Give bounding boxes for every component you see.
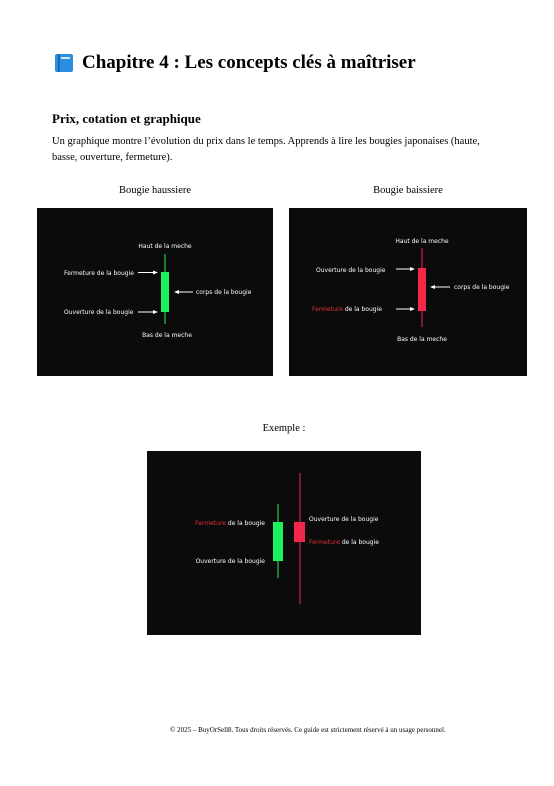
bullish-caption: Bougie haussiere bbox=[118, 185, 192, 196]
example-red-close-label: Fermeture de la bougie bbox=[309, 539, 379, 546]
example-green-close-label: Fermeture de la bougie bbox=[195, 520, 265, 527]
high-label: Haut de la meche bbox=[138, 243, 192, 250]
bearish-caption: Bougie baissiere bbox=[373, 185, 443, 196]
blue-book-icon bbox=[54, 53, 74, 73]
example-caption: Exemple : bbox=[262, 423, 306, 434]
example-candles-figure bbox=[147, 451, 421, 635]
section-paragraph: Un graphique montre l’évolution du prix dans le temps. Apprends à lire les bougies japonaises (haute, basse, ouverture, fermeture). bbox=[52, 136, 480, 163]
bullish-body bbox=[161, 272, 169, 312]
bullish-candle-figure bbox=[37, 208, 273, 376]
low-label: Bas de la meche bbox=[142, 332, 192, 339]
bearish-candle-figure bbox=[289, 208, 527, 376]
chapter-heading bbox=[54, 52, 416, 74]
bearish-body bbox=[418, 268, 426, 311]
open-label: Ouverture de la bougie bbox=[64, 309, 134, 316]
section-title: Prix, cotation et graphique bbox=[52, 111, 201, 126]
example-green-body bbox=[273, 522, 283, 561]
open-label: Ouverture de la bougie bbox=[316, 267, 386, 274]
example-red-body bbox=[294, 522, 305, 542]
high-label: Haut de la meche bbox=[395, 238, 449, 245]
example-red-open-label: Ouverture de la bougie bbox=[309, 516, 379, 523]
example-green-open-label: Ouverture de la bougie bbox=[195, 558, 265, 565]
close-label: Fermeture de la bougie bbox=[64, 270, 134, 277]
body-label: corps de la bougie bbox=[454, 284, 510, 291]
page-title: Chapitre 4 : Les concepts clés à maîtriser bbox=[82, 52, 416, 73]
close-label: Fermeture de la bougie bbox=[312, 306, 382, 313]
body-label: corps de la bougie bbox=[196, 289, 252, 296]
low-label: Bas de la meche bbox=[397, 336, 447, 343]
footer-copyright: © 2025 – BuyOrSell8. Tous droits réservés. Ce guide est strictement réservé à un usage personnel. bbox=[170, 726, 446, 734]
